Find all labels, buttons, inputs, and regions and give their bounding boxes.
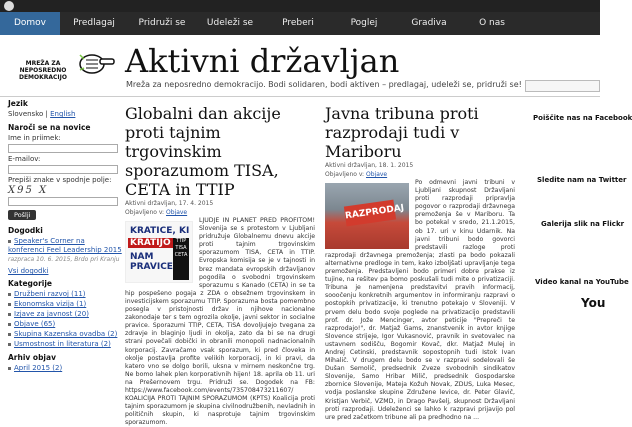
name-label: Ime in priimek:: [8, 134, 61, 142]
all-events-link[interactable]: Vsi dogodki: [8, 267, 49, 275]
list-item: [8, 364, 123, 373]
subscribe-button[interactable]: Pošlji: [8, 210, 36, 220]
email-field[interactable]: [8, 165, 118, 174]
post-tisa: [125, 104, 315, 427]
nav-item-o-nas[interactable]: O nas: [479, 18, 505, 28]
pointing-hand-icon: [78, 50, 116, 76]
language-switcher: Slovensko | English: [8, 110, 76, 118]
post-image[interactable]: [125, 221, 193, 283]
post-author-date: Aktivni državljan, 17. 4. 2015: [125, 200, 214, 207]
list-item: [8, 290, 123, 299]
language-english-link[interactable]: English: [50, 110, 76, 118]
site-title[interactable]: Aktivni državljan: [125, 42, 400, 80]
category-link[interactable]: Izjave za javnost (20): [14, 310, 89, 318]
logo-text[interactable]: MREŽA ZA NEPOSREDNO DEMOKRACIJO: [18, 60, 68, 81]
nav-item-poglej[interactable]: Poglej: [350, 18, 378, 28]
image-text: RAZPRODAJ: [344, 200, 396, 227]
captcha-label: Prepiši znake v spodnje polje:: [8, 176, 112, 184]
bullet-icon: [8, 323, 11, 326]
published-prefix: Objavljeno v:: [125, 209, 165, 216]
list-item: [8, 320, 123, 329]
post-maribor: [325, 104, 515, 422]
events-title: Dogodki: [8, 226, 43, 235]
wordpress-logo-icon[interactable]: [4, 1, 14, 11]
language-current: Slovensko: [8, 110, 44, 118]
category-link[interactable]: Skupina Kazenska ovadba (2): [14, 330, 118, 338]
post-category: [125, 208, 315, 217]
list-item: [8, 300, 123, 309]
nav-item-pridruzi-se[interactable]: Pridruži se: [138, 18, 186, 28]
image-text: KRATICE, KI: [130, 226, 190, 236]
post-author-date: Aktivni državljan, 18. 1. 2015: [325, 162, 414, 169]
category-link[interactable]: Usmostnost in literatura (2): [14, 340, 111, 348]
post-body: Po odmevni javni tribuni v Ljubljani skupnost Državljani proti razprodaji pripravlja pogovor o razprodaji državnega premoženja še v Mariboru. Ta bo potekal v sredo, 21.1.2015, ob 17. uri v kinu Udarnik. Na javni tribuni bodo govorci predstavili razloge proti razprodaji državnega premoženja; zlasti pa bodo pokazali alternativne predloge in tem, kako izboljšati upravljanje tega premoženja. Predstavljeni bodo primeri dobre prakse iz tujine, na rešitev pa bomo poskušali tudi mite o privatizaciji. Tribuna je namenjena predstavitvi pravih informacij, sooočenju konkretnih argumentov in informiranju razpravi o postopkih privatizacije, ki trenutno potekajo v Sloveniji. V prvem delu bodo svoje poglede na privatizacijo predstavili prof. dr. Jože Mencinger, avtor peticije "Prepreči te razprodajo!", dr. Matjaž Gams, znanstvenik in avtor knjige Slovence strijeje, Igor Vukasnović, pravnik in svetovalec na ustavnem sodišču, Bogomir Kovač, dkr. Matjaž Mulej in Andrej Cetinski, predstavnik sopostopnih tudi Istok Ivan Mihalič. V drugem delu bodo se v razpravi sodelovali še Dušan Semolič, predsednik Zveze svobodnih sindikatov Slovenije, Samo Hribar Milič, predsednik Gospodarske zbornice Slovenije, Mateja Kožuh Novak, ZDUS, Luka Mesec, vodja poslanske skupine Združene levice, dr. Peter Glavič, Kristjan Verbič, VZMD, in Drago Pavšelj, skupnost Državljani proti razprodaji. Udeleženci se lahko k razpravi prijavijo pol ure pred začetkom tribune ali pa predhodno na ...: [325, 179, 515, 421]
nav-item-udelezi-se[interactable]: Udeleži se: [206, 18, 254, 28]
captcha-field[interactable]: [8, 197, 118, 206]
archive-title: Arhiv objav: [8, 353, 56, 362]
captcha-image: X95 X: [8, 185, 49, 196]
email-label: E-mailov:: [8, 155, 41, 163]
list-item: [8, 310, 123, 319]
flickr-widget-title[interactable]: Galerija slik na Flickr: [541, 220, 625, 228]
categories-list: [8, 290, 123, 349]
twitter-widget-title[interactable]: Sledite nam na Twitter: [537, 176, 627, 184]
event-meta: razpraca 10. 6. 2015, Brdo pri Kranju: [8, 256, 120, 263]
category-link[interactable]: Objave (65): [14, 320, 56, 328]
post-image[interactable]: [325, 183, 409, 249]
nav-item-gradiva[interactable]: Gradiva: [411, 18, 447, 28]
list-item: [8, 237, 123, 264]
bullet-icon: [8, 240, 11, 243]
categories-title: Kategorije: [8, 279, 52, 288]
list-item: [8, 330, 123, 339]
right-sidebar: [525, 104, 632, 400]
post-title[interactable]: Javna tribuna proti razprodaji tudi v Mariboru: [325, 104, 479, 161]
bullet-icon: [8, 333, 11, 336]
bullet-icon: [8, 367, 11, 370]
main-nav: [0, 12, 600, 35]
language-title: Jezik: [8, 99, 28, 108]
left-sidebar: [8, 98, 123, 374]
protest-sign: TTIP TISA CETA: [173, 238, 189, 280]
facebook-widget-title[interactable]: Poiščite nas na Facebook: [533, 114, 632, 122]
youtube-logo-icon[interactable]: You: [581, 296, 606, 310]
event-link[interactable]: Speaker's Corner na konferenci Feel Leadership 2015: [8, 237, 122, 254]
post-category: [325, 170, 515, 179]
image-text: KRATIJO: [130, 238, 171, 248]
published-prefix: Objavljeno v:: [325, 171, 365, 178]
category-link[interactable]: Družbeni razvoj (11): [14, 290, 86, 298]
bullet-icon: [8, 303, 11, 306]
site-description: Mreža za neposredno demokracijo. Bodi solidaren, bodi aktiven – predlagaj, udeleži se, pridruži se!: [126, 80, 522, 89]
post-body: LJUDJE IN PLANET PRED PROFITOM! Slovenija se s protestom v Ljubljani pridružuje Globalnemu dnevu akcije proti tajnim trgovinskim sporazumom TISA, CETA in TTIP. Evropska komisija se je v tajnosti in brez mandata evropskih državljanov pogodila o svobodni trgovinskem sporazumu s Kanado (CETA) in se ta hip pospešeno pogaja z ZDA o obsežnem trgovinskem in investicijskem sporazumu TTIP. Sporazuma bosta pomembno posegla v pristojnosti držav in njihove nacionalne zakonodaje ter s tem ogrozila okolje, javni sektor in socialne pravice. Sporazumi TTIP, CETA, TiSA dovoljujejo tvegana za zdravje in blaginjo ljudi in okolja, zato da bi se na drugi strani povečali dobički in obranili monopoli nadnacionalnih korporacij. Zavračamo vsak sporazum, ki pred človeka in okolje postavlja profite velikih korporacij, in ki pravi, da katero vno se dolgo borili, uksna v mirnem neskončne trg. Ne bomo lahek plen korporativnih hijen! 18. aprila ob 11. uri na Prešernovem trgu. Pridruži se. Dogodek na FB: https://www.facebook.com/events/735708473211607/ KOALICIJA PROTI TAJNIM SPORAZUMOM (KPTS) Koalicija proti tajnim sporazumom je skupina civilnodružbenih, nevladnih in političnih skupin, ki nasprotuje tajnim trgovinskim sporazumom.: [125, 217, 315, 427]
newsletter-title: Naroči se na novice: [8, 123, 91, 132]
category-link[interactable]: Objave: [166, 209, 188, 216]
search-input[interactable]: [525, 80, 600, 92]
post-title[interactable]: Globalni dan akcije proti tajnim trgovinskim sporazumom TISA, CETA in TTIP: [125, 104, 281, 199]
nav-item-preberi[interactable]: Preberi: [282, 18, 314, 28]
archive-link[interactable]: April 2015 (2): [14, 364, 63, 372]
category-link[interactable]: Objave: [366, 171, 388, 178]
nav-item-domov[interactable]: Domov: [0, 12, 60, 35]
bullet-icon: [8, 343, 11, 346]
bullet-icon: [8, 313, 11, 316]
image-text: NAM PRAVICE: [130, 252, 173, 272]
bullet-icon: [8, 293, 11, 296]
list-item: [8, 340, 123, 349]
header-divider: [0, 96, 600, 97]
category-link[interactable]: Ekonomska vizija (1): [14, 300, 87, 308]
archive-list: [8, 364, 123, 373]
youtube-widget-title[interactable]: Video kanal na YouTube: [535, 278, 629, 286]
events-list: [8, 237, 123, 264]
name-field[interactable]: [8, 144, 118, 153]
admin-bar: [0, 0, 600, 12]
nav-item-predlagaj[interactable]: Predlagaj: [73, 18, 115, 28]
